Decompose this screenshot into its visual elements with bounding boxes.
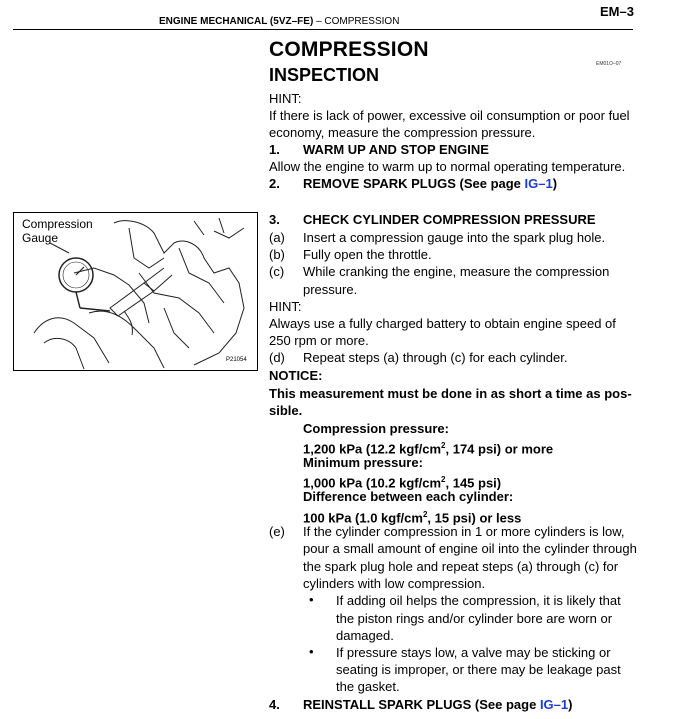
spec-text: 100 kPa (1.0 kgf/cm: [303, 510, 423, 526]
page-link[interactable]: IG–1: [539, 697, 569, 712]
gauge-dial: [59, 258, 110, 311]
header-rule: [13, 29, 633, 30]
substep-text: Fully open the throttle.: [303, 247, 432, 262]
spec-compression-label: Compression pressure:: [303, 421, 449, 436]
substep-e-cont: cylinders with low compression.: [303, 576, 486, 591]
page-link[interactable]: IG–1: [524, 176, 553, 191]
paren-close: ): [552, 176, 558, 191]
step-3-heading: [269, 211, 596, 228]
substep-label: (d): [269, 350, 285, 365]
spec-superscript: 2: [422, 510, 428, 519]
spec-superscript: 2: [441, 475, 446, 484]
spec-minimum-label: Minimum pressure:: [303, 455, 423, 470]
step-title: CHECK CYLINDER COMPRESSION PRESSURE: [303, 212, 596, 227]
page-title: COMPRESSION: [269, 38, 429, 61]
hint-line: Always use a fully charged battery to obtain engine speed of: [269, 316, 616, 331]
paren-close: ): [568, 697, 573, 712]
substep-a: [269, 229, 605, 246]
spec-difference-label: Difference between each cylinder:: [303, 489, 514, 504]
spec-text: 1,200 kPa (12.2 kgf/cm: [303, 441, 442, 457]
spec-text: , 145 psi): [445, 475, 502, 491]
bullet-marker: •: [309, 644, 314, 659]
hint-label: HINT:: [269, 299, 302, 314]
page-number: EM–3: [600, 4, 634, 19]
bullet-2-line: the gasket.: [336, 679, 400, 694]
substep-label: (c): [269, 264, 285, 279]
document-code: EM01O–07: [596, 61, 622, 67]
hint-line: If there is lack of power, excessive oil consumption or poor fuel: [269, 108, 630, 123]
hint-line: economy, measure the compression pressure.: [269, 125, 536, 140]
substep-label: (e): [269, 524, 285, 539]
substep-e-cont: the spark plug hole and repeat steps (a) through (c) for: [303, 559, 619, 574]
step-number: 2.: [269, 176, 280, 191]
substep-c-cont: pressure.: [303, 282, 358, 297]
substep-text: Repeat steps (a) through (c) for each cylinder.: [303, 350, 568, 365]
substep-c: [269, 263, 609, 280]
bullet-2-line: seating is improper, or there may be leakage past: [336, 662, 621, 677]
step-title: REINSTALL SPARK PLUGS (See page: [303, 697, 540, 712]
hint-label: HINT:: [269, 91, 302, 106]
bullet-2-line: If pressure stays low, a valve may be sticking or: [336, 645, 611, 660]
header-dash: –: [316, 16, 322, 27]
substep-label: (b): [269, 247, 285, 262]
figure-code: P21054: [226, 357, 247, 363]
spec-text: 1,000 kPa (10.2 kgf/cm: [303, 475, 442, 491]
substep-label: (a): [269, 230, 285, 245]
running-header: [159, 16, 399, 27]
substep-text: Insert a compression gauge into the spark plug hole.: [303, 230, 606, 245]
notice-line: This measurement must be done in as short a time as pos-: [269, 386, 632, 401]
substep-e-cont: pour a small amount of engine oil into the cylinder through: [303, 541, 637, 556]
header-section: ENGINE MECHANICAL (5VZ–FE): [159, 16, 314, 27]
step-1-heading: [269, 141, 489, 158]
notice-label: NOTICE:: [269, 368, 323, 383]
bullet-marker: •: [309, 592, 314, 607]
compression-gauge-figure: [13, 212, 258, 371]
step-4-heading: [269, 696, 572, 713]
figure-label-line-1: Compression: [22, 217, 93, 231]
bullet-1-line: If adding oil helps the compression, it is likely that: [336, 593, 621, 608]
hint-line: 250 rpm or more.: [269, 333, 369, 348]
step-number: 1.: [269, 142, 280, 157]
step-1-text: Allow the engine to warm up to normal operating temperature.: [269, 159, 626, 174]
spec-text: , 15 psi) or less: [427, 510, 522, 526]
substep-b: [269, 246, 432, 263]
bullet-1-line: the piston rings and/or cylinder bore are worn or: [336, 611, 613, 626]
spec-text: , 174 psi) or more: [445, 441, 554, 457]
step-number: 3.: [269, 212, 280, 227]
notice-line: sible.: [269, 403, 303, 418]
step-2-heading: [269, 175, 557, 192]
header-topic: COMPRESSION: [324, 16, 400, 27]
figure-label-line-2: Gauge: [22, 231, 59, 245]
step-title: WARM UP AND STOP ENGINE: [303, 142, 489, 157]
substep-text: While cranking the engine, measure the compression: [303, 264, 610, 279]
substep-d: [269, 349, 567, 366]
substep-e: [269, 523, 625, 540]
spec-superscript: 2: [441, 441, 446, 450]
step-title: REMOVE SPARK PLUGS (See page: [303, 176, 525, 191]
bullet-1-line: damaged.: [336, 628, 394, 643]
step-number: 4.: [269, 697, 280, 712]
substep-text: If the cylinder compression in 1 or more cylinders is low,: [303, 524, 625, 539]
section-title: INSPECTION: [269, 65, 380, 85]
